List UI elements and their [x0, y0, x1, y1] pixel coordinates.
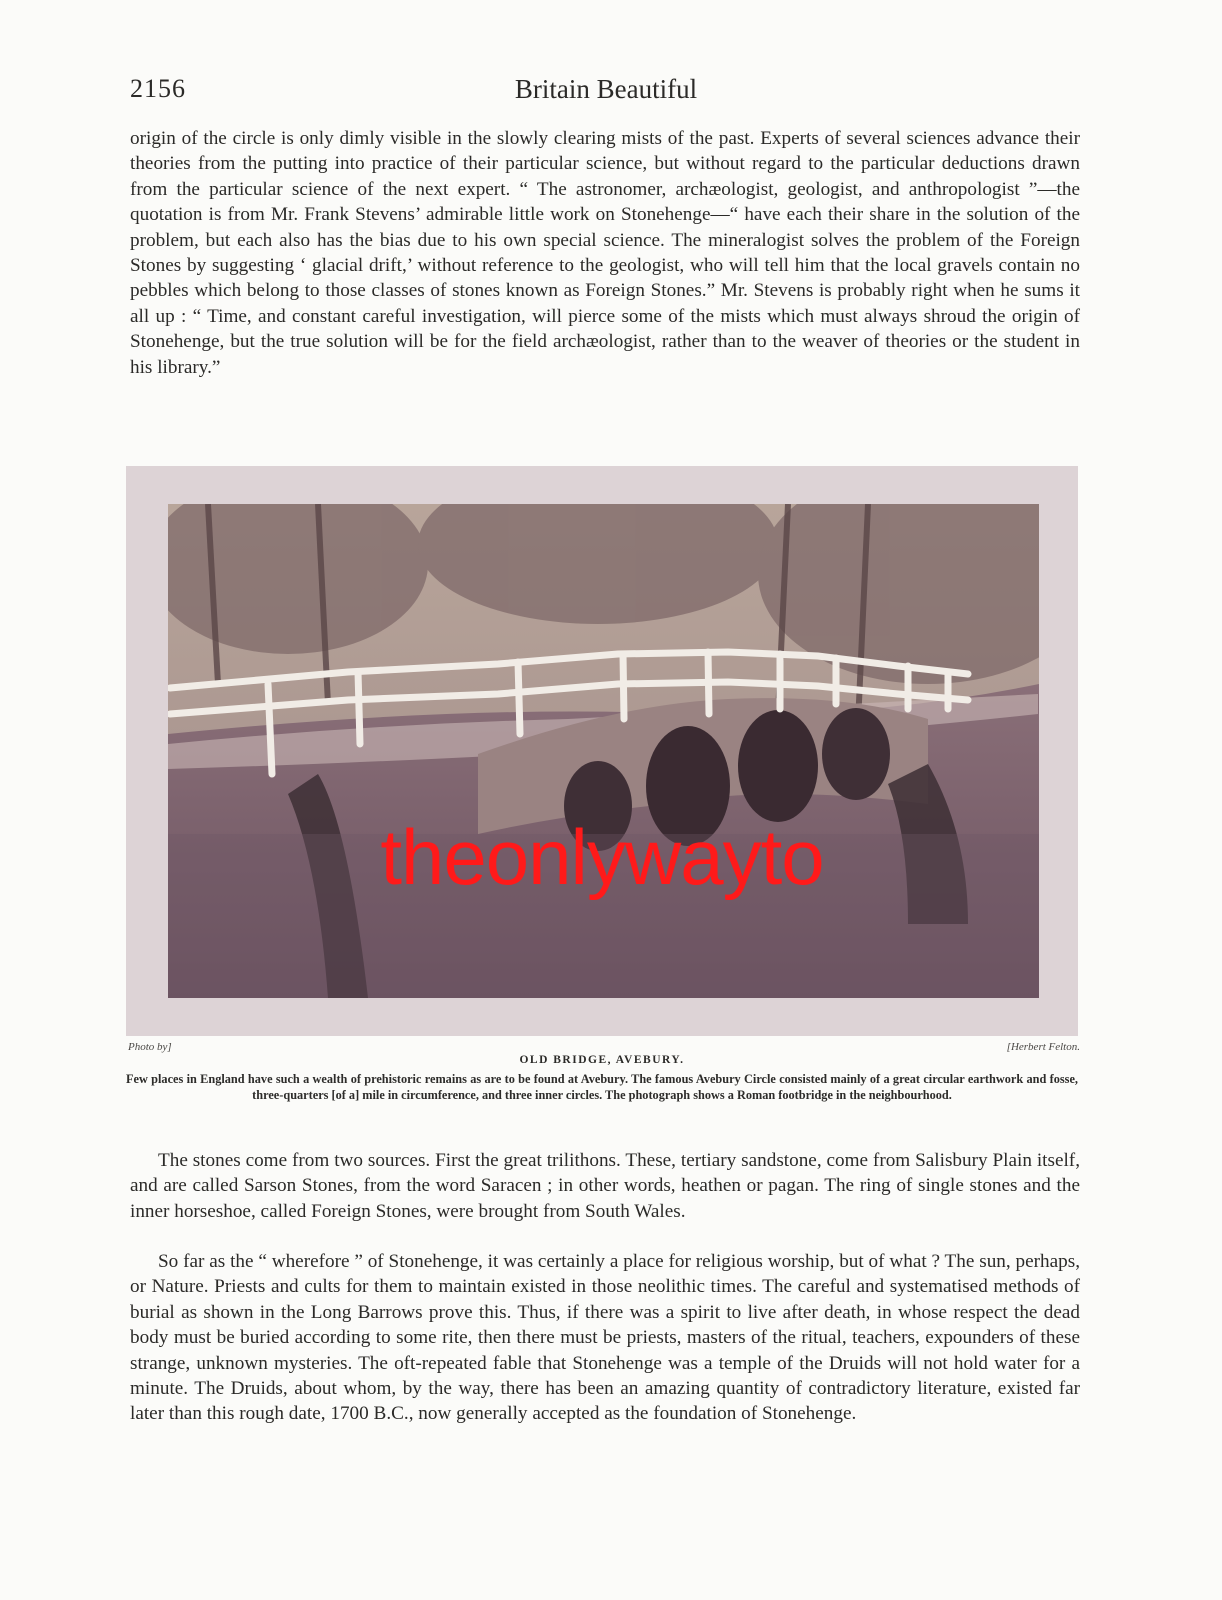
photo-credit-left: Photo by]: [128, 1041, 172, 1053]
page-number: 2156: [130, 74, 186, 103]
watermark: theonlywayto: [380, 813, 824, 901]
intro-paragraph: origin of the circle is only dimly visible in the slowly clearing mists of the past. Experts of several sciences advance their theories from the putting into practice of their particular science, but without regard to the particular deductions drawn from the particular science of the next expert. “ The astronomer, archæologist, geologist, and anthropologist ”—the quotation is from Mr. Frank Stevens’ admirable little work on Stonehenge—“ have each their share in the solution of the problem, but each also has the bias due to his own special science. The mineralogist solves the problem of the Foreign Stones by suggesting ‘ glacial drift,’ without reference to the geologist, who will tell him that the local gravels contain no pebbles which belong to those classes of stones known as Foreign Stones.” Mr. Stevens is probably right when he sums it all up : “ Time, and constant careful investigation, will pierce some of the mists which must always shroud the origin of Stonehenge, but the true solution will be for the field archæologist, rather than to the weaver of theories or the student in his library.”: [130, 128, 1080, 378]
running-title: Britain Beautiful: [514, 74, 698, 104]
caption-title: OLD BRIDGE, AVEBURY.: [519, 1054, 685, 1066]
caption-text: Few places in England have such a wealth of prehistoric remains as are to be found at Avebury. The famous Avebury Circle consisted mainly of a great circular earthwork and fosse, three-quarters [of a] mile in circumference, and three inner circles. The photograph shows a Roman footbridge in the neighbourhood.: [126, 1072, 1078, 1102]
bridge-photo: [168, 504, 1039, 998]
page-header: [130, 74, 1082, 114]
body-paragraph: The stones come from two sources. First the great trilithons. These, tertiary sandstone, come from Salisbury Plain itself, and are called Sarson Stones, from the word Saracen ; in other words, heathen or pagan. The ring of single stones and the inner horseshoe, called Foreign Stones, were brought from South Wales.: [130, 1150, 1080, 1222]
photo-frame: [126, 466, 1078, 1036]
body-paragraph: So far as the “ wherefore ” of Stonehenge, it was certainly a place for religious worship, but of what ? The sun, perhaps, or Nature. Priests and cults for them to maintain existed in those neolithic times. The careful and systematised methods of burial as shown in the Long Barrows prove this. Thus, if there was a spirit to live after death, in whose respect the dead body must be buried according to some rite, then there must be priests, masters of the ritual, teachers, expounders of these strange, unknown mysteries. The oft-repeated fable that Stonehenge was a temple of the Druids will not hold water for a minute. The Druids, about whom, by the way, there has been an amazing quantity of contradictory literature, existed far later than this rough date, 1700 B.C., now generally accepted as the foundation of Stonehenge.: [130, 1251, 1080, 1425]
photo-credit-right: [Herbert Felton.: [1006, 1041, 1080, 1053]
